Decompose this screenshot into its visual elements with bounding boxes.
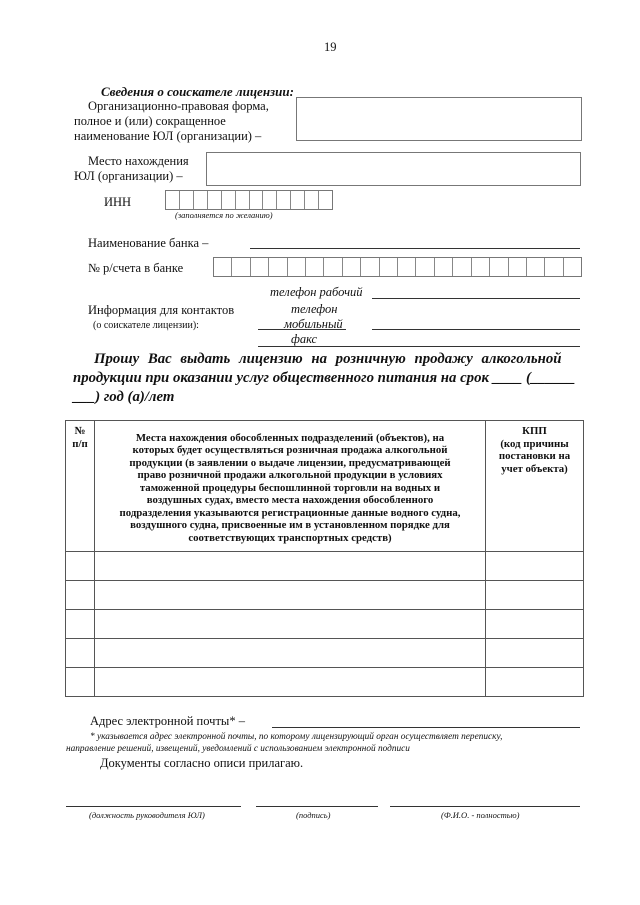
contacts-title: Информация для контактов bbox=[88, 303, 235, 317]
signature-line[interactable] bbox=[256, 806, 378, 807]
signature-caption: (подпись) bbox=[296, 810, 331, 820]
email-footnote-1: * указывается адрес электронной почты, по которому лицензирующий орган осуществляет переписку, bbox=[90, 732, 503, 742]
attachments-text: Документы согласно описи прилагаю. bbox=[100, 756, 304, 770]
table-cell-number[interactable] bbox=[66, 581, 95, 610]
table-cell-kpp[interactable] bbox=[486, 610, 584, 639]
table-row bbox=[66, 639, 584, 668]
email-label: Адрес электронной почты* – bbox=[90, 714, 245, 728]
table-row bbox=[66, 581, 584, 610]
table-cell-number[interactable] bbox=[66, 610, 95, 639]
table-cell-kpp[interactable] bbox=[486, 639, 584, 668]
contacts-subtitle: (о соискателе лицензии): bbox=[93, 320, 199, 331]
table-cell-location[interactable] bbox=[95, 581, 486, 610]
table-cell-kpp[interactable] bbox=[486, 552, 584, 581]
inn-label: ИНН bbox=[104, 195, 132, 209]
fax-label: факс bbox=[291, 332, 318, 346]
inn-cells[interactable] bbox=[165, 190, 333, 210]
location-label-1: Место нахождения bbox=[88, 154, 189, 168]
org-form-label-3: наименование ЮЛ (организации) – bbox=[74, 129, 262, 143]
account-cells[interactable] bbox=[213, 257, 582, 277]
table-cell-location[interactable] bbox=[95, 610, 486, 639]
mobile-phone-label-1: телефон bbox=[291, 302, 338, 316]
bank-line[interactable] bbox=[250, 248, 580, 249]
location-label-2: ЮЛ (организации) – bbox=[74, 169, 183, 183]
table-cell-number[interactable] bbox=[66, 552, 95, 581]
fax-line[interactable] bbox=[258, 346, 580, 347]
location-field[interactable] bbox=[206, 152, 581, 186]
table-cell-location[interactable] bbox=[95, 552, 486, 581]
org-name-field[interactable] bbox=[296, 97, 582, 141]
table-header-row bbox=[66, 421, 584, 552]
table-cell-number[interactable] bbox=[66, 639, 95, 668]
col-location-header: Места нахождения обособленных подразделений (объектов), на которых будет осуществляться розничная продажа алкогольной продукции (в заявлении о выдаче лицензии, предусматривающей право розничной продажи алкогольной продукции в условиях таможенной процедуры беспошлинной торговли на водных и воздушных судах, вместо места нахождения обособленного подразделения указываются регистрационные данные водного судна, воздушного судна, присвоенные им в установленном порядке для соответствующих транспортных средств) bbox=[95, 421, 486, 552]
position-line[interactable] bbox=[66, 806, 241, 807]
work-phone-label: телефон рабочий bbox=[270, 285, 363, 299]
mobile-phone-label-2: мобильный bbox=[284, 317, 343, 331]
request-line-1: Прошу Вас выдать лицензию на розничную продажу алкогольной bbox=[94, 351, 562, 367]
table-row bbox=[66, 610, 584, 639]
full-name-caption: (Ф.И.О. - полностью) bbox=[441, 810, 520, 820]
section-title: Сведения о соискателе лицензии: bbox=[101, 84, 294, 99]
table-cell-location[interactable] bbox=[95, 668, 486, 697]
table-cell-kpp[interactable] bbox=[486, 581, 584, 610]
contacts-left-underline bbox=[258, 329, 346, 330]
col-kpp-header: КПП (код причины постановки на учет объекта) bbox=[486, 421, 584, 552]
request-line-3: ___) год (а)/лет bbox=[73, 389, 175, 405]
table-cell-number[interactable] bbox=[66, 668, 95, 697]
org-form-label-2: полное и (или) сокращенное bbox=[74, 114, 226, 128]
work-phone-line[interactable] bbox=[372, 298, 580, 299]
mobile-phone-line[interactable] bbox=[372, 329, 580, 330]
table-row bbox=[66, 552, 584, 581]
table-row bbox=[66, 668, 584, 697]
subdivisions-table bbox=[65, 420, 584, 697]
page-number: 19 bbox=[324, 40, 337, 54]
col-number-header: № п/п bbox=[66, 421, 95, 552]
bank-label: Наименование банка – bbox=[88, 236, 209, 250]
account-label: № р/счета в банке bbox=[88, 261, 184, 275]
inn-note: (заполняется по желанию) bbox=[175, 210, 273, 220]
org-form-label-1: Организационно-правовая форма, bbox=[88, 99, 269, 113]
full-name-line[interactable] bbox=[390, 806, 580, 807]
table-cell-location[interactable] bbox=[95, 639, 486, 668]
email-footnote-2: направление решений, извещений, уведомлений с использованием электронной подписи bbox=[66, 744, 410, 754]
email-line[interactable] bbox=[272, 727, 580, 728]
request-line-2: продукции при оказании услуг общественного питания на срок ____ (______ bbox=[73, 370, 576, 386]
position-caption: (должность руководителя ЮЛ) bbox=[89, 810, 205, 820]
table-cell-kpp[interactable] bbox=[486, 668, 584, 697]
